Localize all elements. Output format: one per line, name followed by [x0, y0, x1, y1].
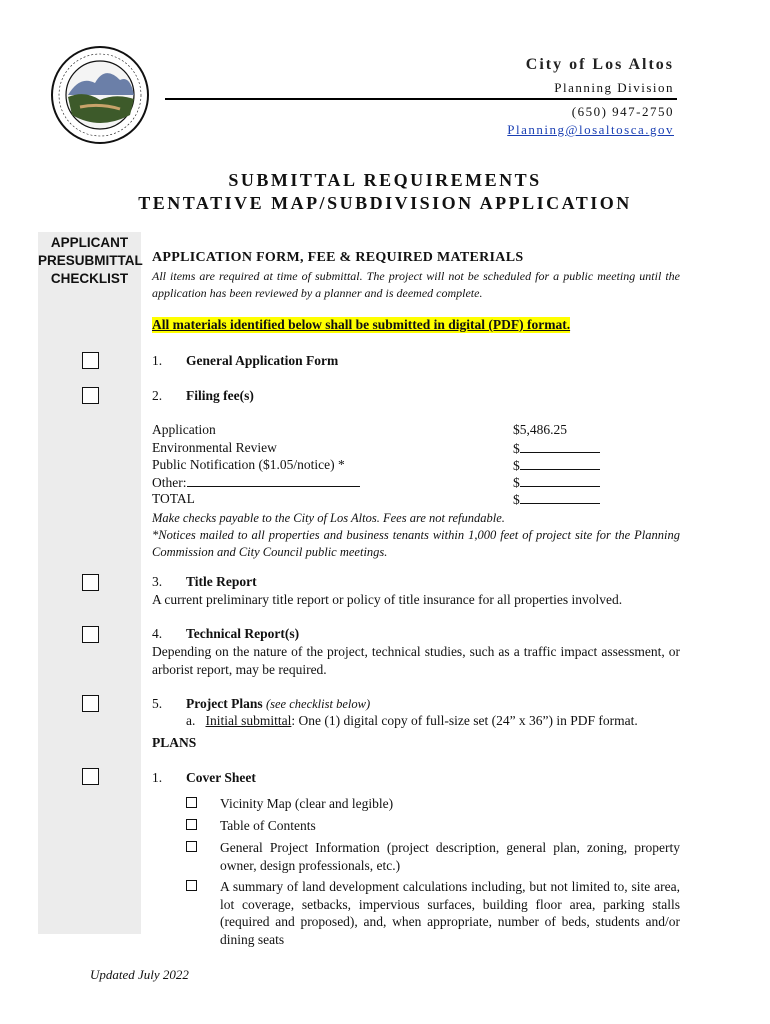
item-description: A current preliminary title report or policy of title insurance for all properties involved. [152, 592, 623, 607]
item-title-technical-reports: Technical Report(s) [186, 626, 300, 641]
fee-amount-field[interactable]: $ [513, 457, 600, 474]
item-number: 1. [152, 770, 163, 785]
checkbox-vicinity-map[interactable] [186, 797, 197, 808]
item-number: 2. [152, 388, 163, 403]
updated-date-footer: Updated July 2022 [90, 967, 189, 982]
item-title-title-report: Title Report [186, 574, 257, 589]
fee-row-application [152, 422, 682, 440]
checkbox-project-plans[interactable] [82, 695, 99, 712]
checkbox-land-development-summary[interactable] [186, 880, 197, 891]
section-heading: APPLICATION FORM, FEE & REQUIRED MATERIALS [152, 250, 524, 265]
fee-row-total [152, 491, 682, 509]
fee-amount-field[interactable]: $ [513, 491, 600, 508]
section-intro: All items are required at time of submittal. The project will not be scheduled for a public meeting until the application has been reviewed by a planner and is deemed complete. [152, 269, 680, 300]
division-name: Planning Division [554, 80, 674, 95]
document-subtitle: TENTATIVE MAP/SUBDIVISION APPLICATION [138, 193, 632, 213]
checkbox-title-report[interactable] [82, 574, 99, 591]
bullet-vicinity-map: Vicinity Map (clear and legible) [220, 796, 394, 811]
fee-amount-field[interactable]: $ [513, 474, 600, 491]
checkbox-general-application-form[interactable] [82, 352, 99, 369]
city-name: City of Los Altos [525, 56, 674, 73]
city-seal-logo [50, 45, 150, 145]
item-title-filing-fees: Filing fee(s) [186, 388, 254, 403]
bullet-land-development-summary: A summary of land development calculations including, but not limited to, site area, lot coverage, setbacks, impervious surfaces, building floor area, parking stalls (required and proposed), and, when appropriate, number of beds, students and/or dining seats [220, 879, 680, 947]
fee-label: Other: [152, 474, 360, 491]
item-title-cover-sheet: Cover Sheet [186, 770, 256, 785]
fee-amount: $5,486.25 [513, 422, 567, 437]
checks-payable-note: Make checks payable to the City of Los Altos. Fees are not refundable. [152, 511, 505, 525]
digital-format-notice: All materials identified below shall be submitted in digital (PDF) format. [152, 317, 571, 332]
initial-submittal-line: a. Initial submittal: One (1) digital copy of full-size set (24” x 36”) in PDF format. [186, 713, 638, 728]
fee-label: Application [152, 422, 216, 437]
item-description: Depending on the nature of the project, technical studies, such as a traffic impact assessment, or arborist report, may be required. [152, 644, 680, 677]
checkbox-general-project-information[interactable] [186, 841, 197, 852]
item-number: 5. [152, 696, 163, 711]
item-number: 1. [152, 353, 163, 368]
item-title-project-plans: Project Plans (see checklist below) [186, 696, 371, 711]
checkbox-table-of-contents[interactable] [186, 819, 197, 830]
header-divider [165, 98, 677, 100]
bullet-table-of-contents: Table of Contents [220, 818, 316, 833]
bullet-general-project-information: General Project Information (project description, general plan, zoning, property owner, design professionals, etc.) [220, 840, 680, 873]
fee-label: Environmental Review [152, 440, 277, 455]
item-number: 3. [152, 574, 163, 589]
checkbox-technical-reports[interactable] [82, 626, 99, 643]
fee-row-other [152, 474, 682, 492]
fee-label: TOTAL [152, 491, 195, 506]
checkbox-filing-fees[interactable] [82, 387, 99, 404]
phone-number: (650) 947-2750 [571, 104, 674, 119]
plans-heading: PLANS [152, 735, 197, 750]
fee-row-notification [152, 457, 682, 475]
fee-label: Public Notification ($1.05/notice) * [152, 457, 345, 472]
notices-note: *Notices mailed to all properties and business tenants within 1,000 feet of project site for the Planning Commission and City Council public meetings. [152, 528, 680, 559]
document-title: SUBMITTAL REQUIREMENTS [228, 170, 542, 190]
email-link[interactable]: Planning@losaltosca.gov [507, 122, 674, 137]
checkbox-cover-sheet[interactable] [82, 768, 99, 785]
checklist-column-label: APPLICANT PRESUBMITTAL CHECKLIST [38, 235, 143, 286]
item-number: 4. [152, 626, 163, 641]
fee-row-environmental [152, 440, 682, 458]
other-description-field[interactable] [187, 474, 360, 487]
item-title-general-application-form: General Application Form [186, 353, 339, 368]
fee-amount-field[interactable]: $ [513, 440, 600, 457]
